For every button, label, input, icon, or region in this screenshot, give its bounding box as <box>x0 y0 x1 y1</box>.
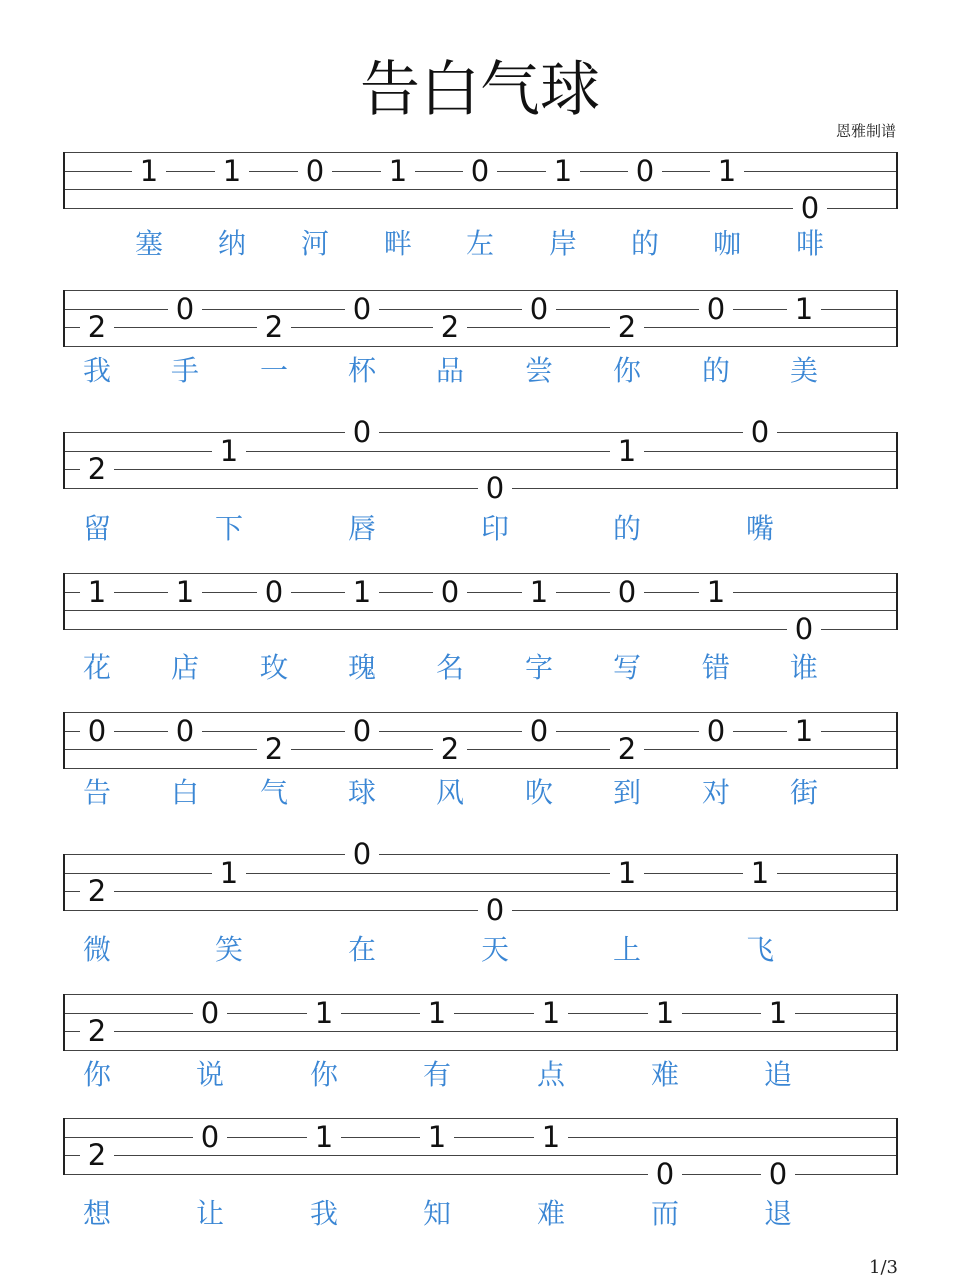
string-line <box>63 1155 898 1156</box>
lyric-char: 对 <box>701 776 730 809</box>
fret-number: 2 <box>80 1016 114 1046</box>
barline-left <box>63 712 65 769</box>
lyric-char: 说 <box>195 1058 224 1091</box>
fret-number: 0 <box>610 577 644 607</box>
lyric-char: 想 <box>82 1197 111 1230</box>
string-line <box>63 573 898 574</box>
lyric-char: 河 <box>300 227 329 260</box>
barline-right <box>896 152 898 209</box>
fret-number: 1 <box>215 156 249 186</box>
barline-right <box>896 1118 898 1175</box>
lyric-char: 点 <box>536 1058 565 1091</box>
string-line <box>63 469 898 470</box>
fret-number: 0 <box>345 839 379 869</box>
fret-number: 0 <box>345 716 379 746</box>
string-line <box>63 712 898 713</box>
fret-number: 2 <box>80 454 114 484</box>
lyric-char: 上 <box>612 933 641 966</box>
fret-number: 0 <box>648 1159 682 1189</box>
lyric-char: 嘴 <box>745 512 774 545</box>
fret-number: 0 <box>463 156 497 186</box>
barline-left <box>63 994 65 1051</box>
fret-number: 0 <box>793 193 827 223</box>
fret-number: 0 <box>80 716 114 746</box>
fret-number: 0 <box>699 294 733 324</box>
fret-number: 0 <box>761 1159 795 1189</box>
lyric-char: 的 <box>612 512 641 545</box>
fret-number: 0 <box>345 417 379 447</box>
fret-number: 1 <box>787 716 821 746</box>
page-number: 1/3 <box>869 1257 898 1278</box>
lyric-char: 而 <box>650 1197 679 1230</box>
string-line <box>63 1031 898 1032</box>
fret-number: 0 <box>433 577 467 607</box>
barline-left <box>63 854 65 911</box>
lyric-char: 追 <box>763 1058 792 1091</box>
lyric-char: 品 <box>435 354 464 387</box>
lyric-char: 难 <box>536 1197 565 1230</box>
arranger-credit: 恩雅制谱 <box>835 122 896 140</box>
lyric-char: 的 <box>701 354 730 387</box>
lyric-char: 在 <box>347 933 376 966</box>
lyric-char: 下 <box>214 512 243 545</box>
lyric-char: 字 <box>524 651 553 684</box>
fret-number: 0 <box>743 417 777 447</box>
fret-number: 2 <box>80 876 114 906</box>
lyric-char: 难 <box>650 1058 679 1091</box>
fret-number: 0 <box>168 716 202 746</box>
lyric-char: 尝 <box>524 354 553 387</box>
string-line <box>63 629 898 630</box>
fret-number: 0 <box>298 156 332 186</box>
lyric-char: 畔 <box>383 227 412 260</box>
lyric-char: 街 <box>789 776 818 809</box>
fret-number: 0 <box>628 156 662 186</box>
fret-number: 1 <box>80 577 114 607</box>
lyric-char: 微 <box>82 933 111 966</box>
string-line <box>63 854 898 855</box>
fret-number: 0 <box>168 294 202 324</box>
fret-number: 0 <box>478 895 512 925</box>
lyric-char: 球 <box>347 776 376 809</box>
fret-number: 2 <box>80 312 114 342</box>
barline-left <box>63 290 65 347</box>
lyric-char: 咖 <box>712 227 741 260</box>
lyric-char: 杯 <box>347 354 376 387</box>
lyric-char: 美 <box>789 354 818 387</box>
lyric-char: 有 <box>422 1058 451 1091</box>
lyric-char: 你 <box>612 354 641 387</box>
lyric-char: 你 <box>82 1058 111 1091</box>
lyric-char: 写 <box>612 651 641 684</box>
lyric-char: 一 <box>259 354 288 387</box>
lyric-char: 唇 <box>347 512 376 545</box>
fret-number: 1 <box>761 998 795 1028</box>
fret-number: 2 <box>257 734 291 764</box>
fret-number: 0 <box>699 716 733 746</box>
tab-staff <box>63 573 898 646</box>
lyric-char: 瑰 <box>347 651 376 684</box>
fret-number: 1 <box>610 858 644 888</box>
lyric-char: 风 <box>435 776 464 809</box>
lyric-char: 名 <box>435 651 464 684</box>
tab-staff <box>63 415 898 505</box>
fret-number: 1 <box>420 1122 454 1152</box>
lyric-char: 的 <box>630 227 659 260</box>
fret-number: 0 <box>345 294 379 324</box>
string-line <box>63 189 898 190</box>
string-line <box>63 1050 898 1051</box>
string-line <box>63 208 898 209</box>
barline-right <box>896 432 898 489</box>
fret-number: 0 <box>193 998 227 1028</box>
fret-number: 0 <box>257 577 291 607</box>
lyric-char: 手 <box>170 354 199 387</box>
fret-number: 1 <box>546 156 580 186</box>
tab-staff <box>63 712 898 768</box>
fret-number: 1 <box>307 998 341 1028</box>
tab-staff <box>63 1118 898 1191</box>
string-line <box>63 749 898 750</box>
tab-staff <box>63 152 898 225</box>
lyric-char: 错 <box>701 651 730 684</box>
fret-number: 1 <box>345 577 379 607</box>
barline-left <box>63 1118 65 1175</box>
lyric-char: 我 <box>82 354 111 387</box>
lyric-char: 飞 <box>745 933 774 966</box>
string-line <box>63 290 898 291</box>
lyric-char: 告 <box>82 776 111 809</box>
fret-number: 2 <box>80 1140 114 1170</box>
lyric-char: 留 <box>82 512 111 545</box>
lyric-char: 花 <box>82 651 111 684</box>
lyric-char: 店 <box>170 651 199 684</box>
string-line <box>63 346 898 347</box>
lyric-char: 印 <box>480 512 509 545</box>
lyric-char: 岸 <box>548 227 577 260</box>
lyric-char: 我 <box>309 1197 338 1230</box>
fret-number: 1 <box>534 1122 568 1152</box>
fret-number: 1 <box>212 436 246 466</box>
fret-number: 1 <box>381 156 415 186</box>
string-line <box>63 451 898 452</box>
lyric-char: 退 <box>763 1197 792 1230</box>
fret-number: 1 <box>522 577 556 607</box>
fret-number: 2 <box>610 734 644 764</box>
fret-number: 1 <box>420 998 454 1028</box>
barline-right <box>896 994 898 1051</box>
fret-number: 1 <box>648 998 682 1028</box>
fret-number: 0 <box>522 716 556 746</box>
fret-number: 1 <box>610 436 644 466</box>
fret-number: 2 <box>433 734 467 764</box>
fret-number: 0 <box>787 614 821 644</box>
string-line <box>63 1118 898 1119</box>
tab-staff <box>63 994 898 1050</box>
lyric-char: 你 <box>309 1058 338 1091</box>
fret-number: 1 <box>307 1122 341 1152</box>
fret-number: 2 <box>610 312 644 342</box>
fret-number: 0 <box>478 473 512 503</box>
fret-number: 0 <box>193 1122 227 1152</box>
lyric-char: 天 <box>480 933 509 966</box>
lyric-char: 左 <box>465 227 494 260</box>
fret-number: 2 <box>257 312 291 342</box>
barline-right <box>896 573 898 630</box>
fret-number: 1 <box>699 577 733 607</box>
lyric-char: 纳 <box>217 227 246 260</box>
lyric-char: 吹 <box>524 776 553 809</box>
fret-number: 1 <box>168 577 202 607</box>
barline-right <box>896 712 898 769</box>
string-line <box>63 994 898 995</box>
lyric-char: 让 <box>195 1197 224 1230</box>
string-line <box>63 891 898 892</box>
barline-left <box>63 432 65 489</box>
fret-number: 1 <box>710 156 744 186</box>
fret-number: 2 <box>433 312 467 342</box>
fret-number: 1 <box>534 998 568 1028</box>
tab-staff <box>63 837 898 927</box>
lyric-char: 白 <box>170 776 199 809</box>
string-line <box>63 768 898 769</box>
song-title: 告白气球 <box>360 55 600 125</box>
lyric-char: 知 <box>422 1197 451 1230</box>
fret-number: 1 <box>132 156 166 186</box>
lyric-char: 啡 <box>795 227 824 260</box>
barline-right <box>896 290 898 347</box>
barline-left <box>63 152 65 209</box>
fret-number: 1 <box>212 858 246 888</box>
tab-staff <box>63 290 898 346</box>
lyric-char: 塞 <box>134 227 163 260</box>
string-line <box>63 610 898 611</box>
lyric-char: 谁 <box>789 651 818 684</box>
lyric-char: 笑 <box>214 933 243 966</box>
string-line <box>63 327 898 328</box>
lyric-char: 玫 <box>259 651 288 684</box>
lyric-char: 气 <box>259 776 288 809</box>
string-line <box>63 152 898 153</box>
fret-number: 1 <box>743 858 777 888</box>
fret-number: 0 <box>522 294 556 324</box>
lyric-char: 到 <box>612 776 641 809</box>
string-line <box>63 1137 898 1138</box>
fret-number: 1 <box>787 294 821 324</box>
barline-right <box>896 854 898 911</box>
barline-left <box>63 573 65 630</box>
